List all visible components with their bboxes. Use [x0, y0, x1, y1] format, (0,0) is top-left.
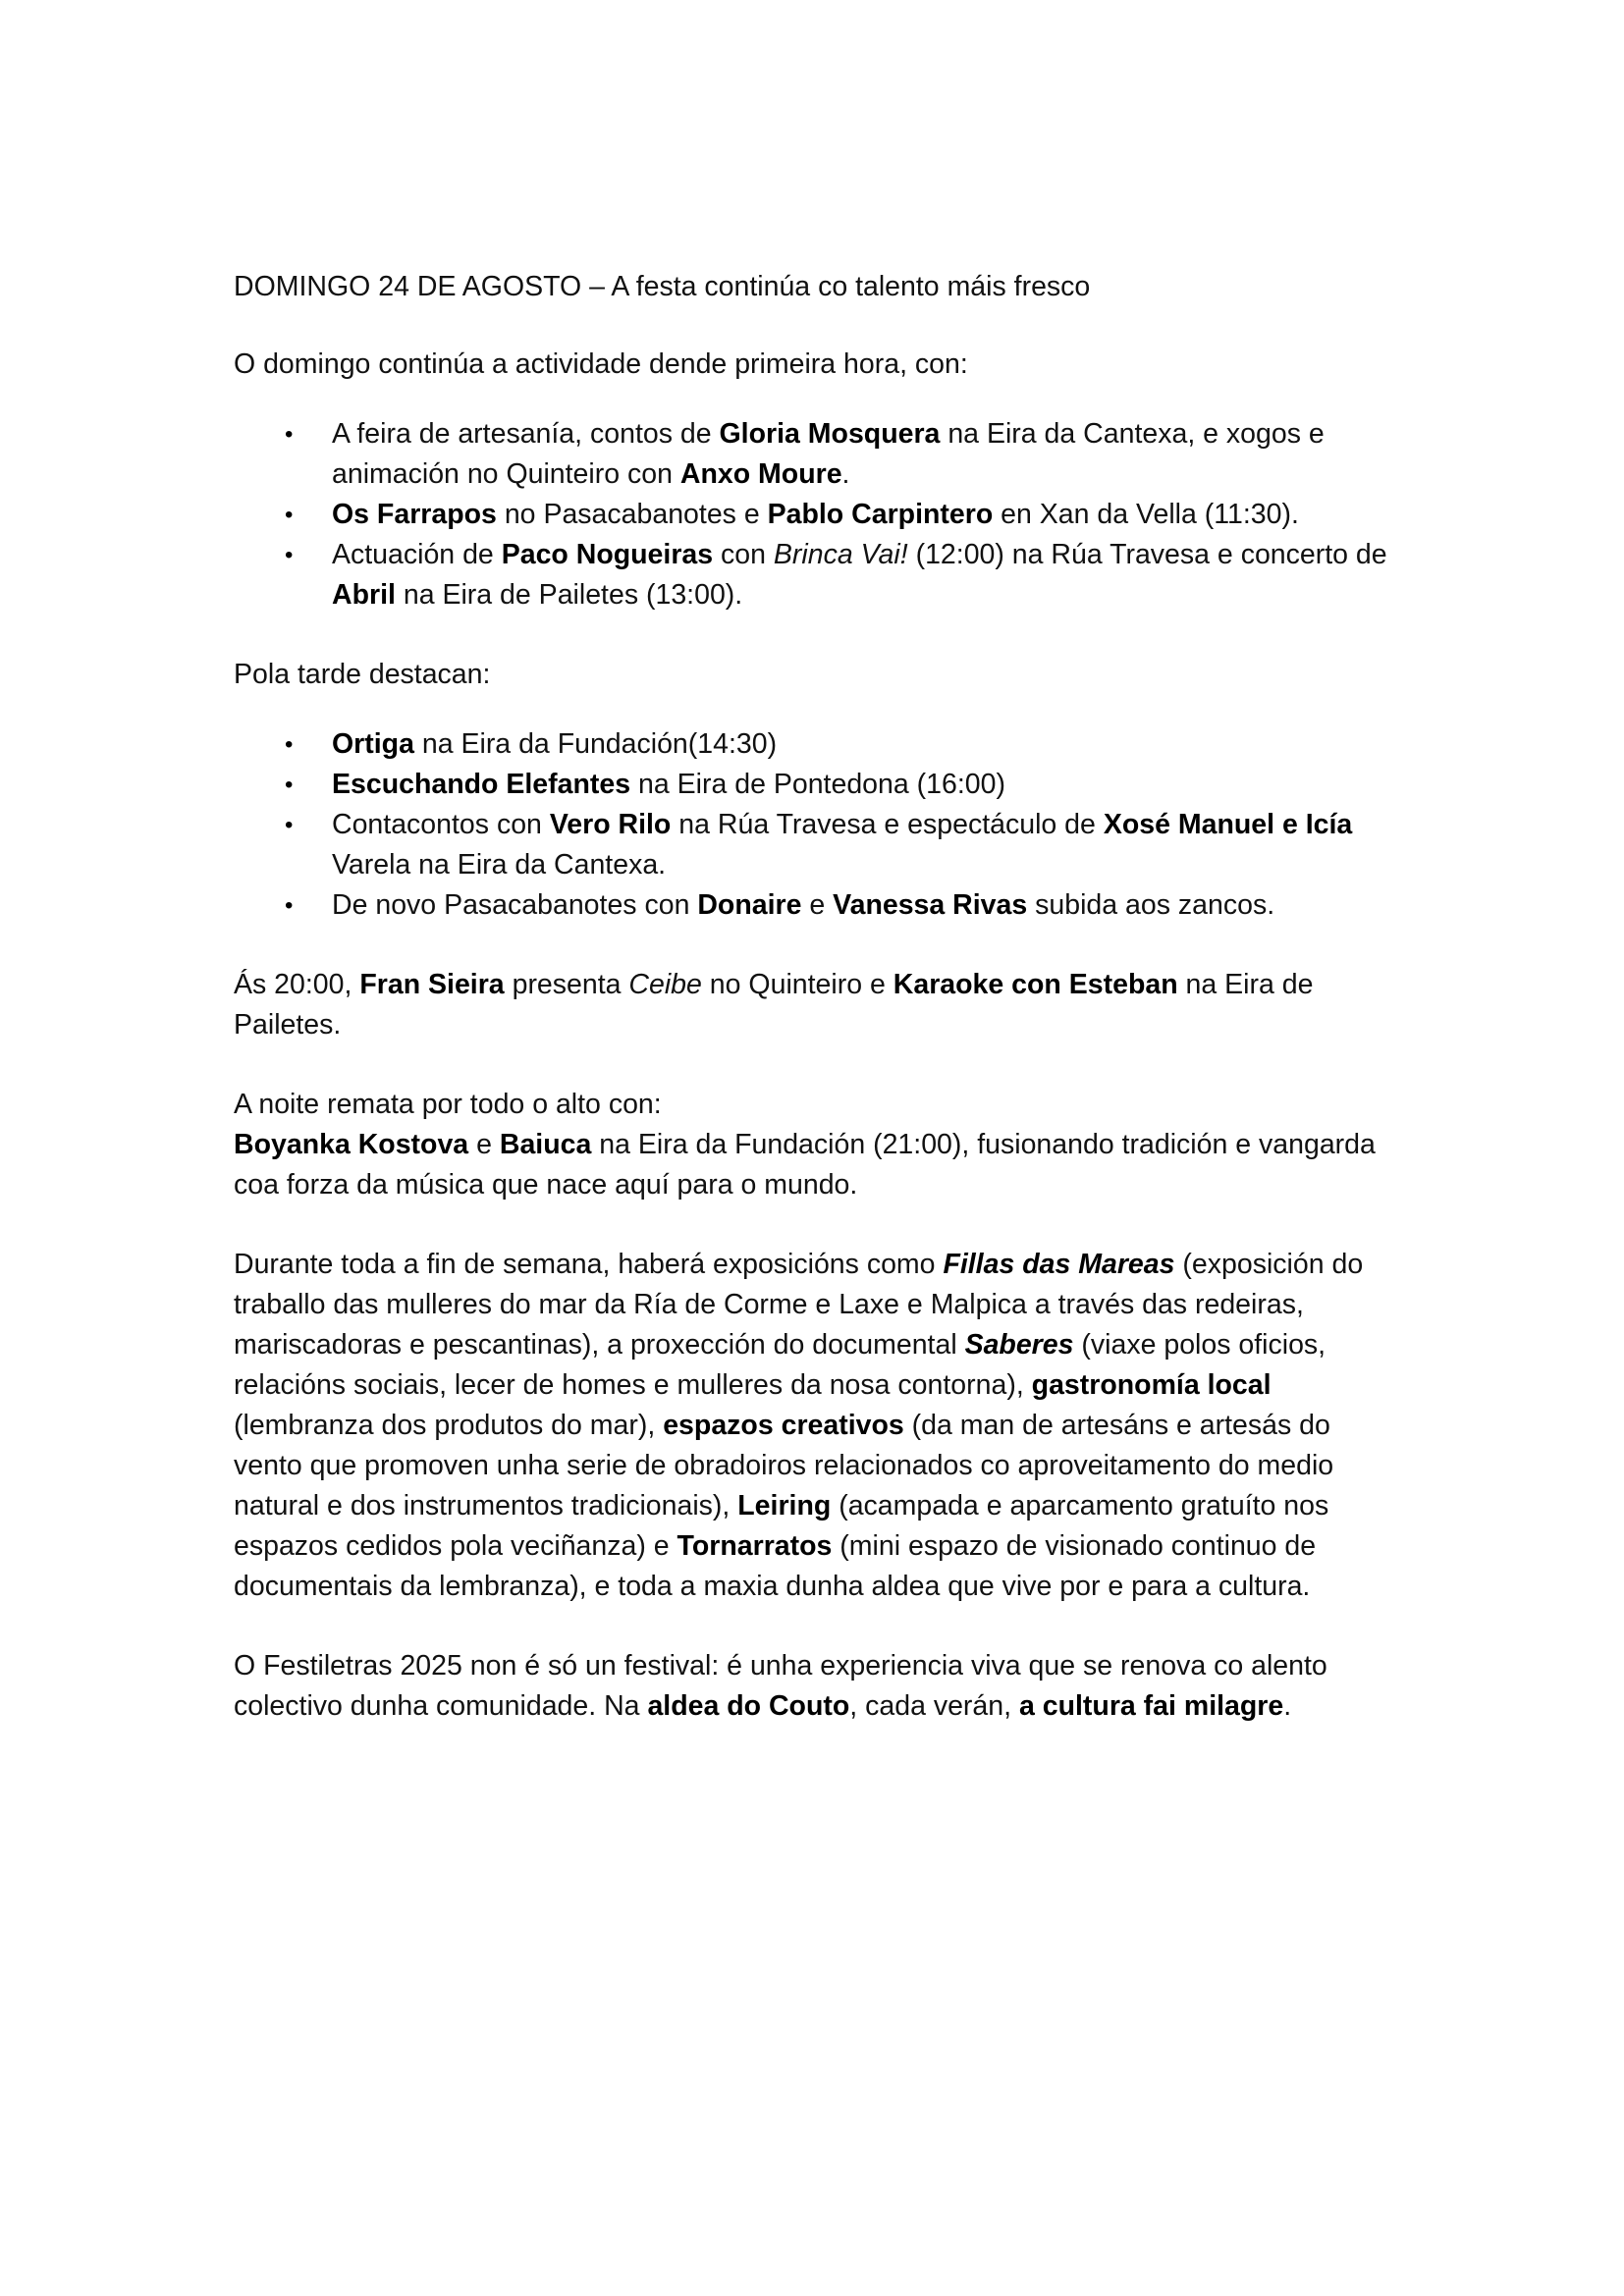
artist-name: Abril	[332, 579, 396, 611]
text: na Eira de Pailetes (13:00).	[395, 579, 743, 611]
text: con	[713, 539, 774, 570]
text: e	[468, 1129, 500, 1160]
artist-name: Vanessa Rivas	[833, 889, 1028, 921]
artist-name: Paco Nogueiras	[501, 539, 714, 570]
highlight: Leiring	[737, 1490, 832, 1522]
artist-name: Fran Sieira	[359, 969, 505, 1000]
exhibition-title: Fillas das Mareas	[943, 1249, 1175, 1280]
show-title: Brinca Vai!	[773, 539, 908, 570]
list-item	[332, 765, 1402, 805]
text: O Festiletras 2025 non é só un festival: é unha experiencia viva que se renova co alento colectivo dunha comunidade. Na	[234, 1650, 1327, 1722]
artist-name: Baiuca	[499, 1129, 592, 1160]
document-page	[234, 267, 1402, 1766]
list-item	[332, 535, 1402, 615]
text: (12:00) na Rúa Travesa e concerto de	[907, 539, 1387, 570]
text: no Pasacabanotes e	[496, 499, 768, 530]
list-item	[332, 495, 1402, 535]
list-item	[332, 414, 1402, 495]
text: presenta	[504, 969, 629, 1000]
text: A noite remata por todo o alto con:	[234, 1089, 662, 1120]
text: Contacontos con	[332, 809, 550, 840]
artist-name: Xosé Manuel e Icía	[1103, 809, 1353, 840]
text: no Quinteiro e	[701, 969, 893, 1000]
show-title: Ceibe	[628, 969, 702, 1000]
text: Varela na Eira da Cantexa.	[332, 849, 667, 881]
highlight: espazos creativos	[663, 1410, 904, 1441]
section-title: DOMINGO 24 DE AGOSTO – A festa continúa co talento máis fresco	[234, 271, 1091, 302]
list-item	[332, 885, 1402, 926]
text: na Eira de Pontedona (16:00)	[630, 769, 1005, 800]
text: A feira de artesanía, contos de	[332, 418, 720, 450]
artist-name: Vero Rilo	[549, 809, 672, 840]
text: Durante toda a fin de semana, haberá exposicións como	[234, 1249, 944, 1280]
text: De novo Pasacabanotes con	[332, 889, 698, 921]
text: na Eira da Cantexa, e xogos e animación no Quinteiro con	[332, 418, 1325, 490]
weekend-paragraph	[234, 1245, 1402, 1607]
text: (exposición do traballo das mulleres do mar da Ría de Corme e Laxe e Malpica a través das redeiras, mariscadoras e pescantinas), a proxección do documental	[234, 1249, 1364, 1361]
highlight: Tornarratos	[677, 1530, 833, 1562]
text: e	[801, 889, 834, 921]
artist-name: Ortiga	[332, 728, 414, 760]
night-paragraph	[234, 1085, 1402, 1205]
artist-name: Escuchando Elefantes	[332, 769, 631, 800]
artist-name: Anxo Moure	[679, 458, 842, 490]
text: (mini espazo de visionado continuo de documentais da lembranza), e toda a maxia dunha aldea que vive por e para a cultura.	[234, 1530, 1317, 1602]
text: na Eira de Pailetes.	[234, 969, 1314, 1041]
artist-name: Pablo Carpintero	[767, 499, 994, 530]
text: na Eira da Fundación(14:30)	[413, 728, 778, 760]
text: na Eira da Fundación (21:00), fusionando tradición e vangarda coa forza da música que nace aquí para o mundo.	[234, 1129, 1376, 1201]
highlight: aldea do Couto	[647, 1690, 850, 1722]
highlight: gastronomía local	[1031, 1369, 1272, 1401]
artist-name: Boyanka Kostova	[234, 1129, 469, 1160]
text: (viaxe polos oficios, relacións sociais, lecer de homes e mulleres da nosa contorna),	[234, 1329, 1326, 1401]
text: .	[1283, 1690, 1292, 1722]
afternoon-intro: Pola tarde destacan:	[234, 659, 491, 690]
list-item	[332, 805, 1402, 885]
text: (lembranza dos produtos do mar),	[234, 1410, 664, 1441]
text: (acampada e aparcamento gratuíto nos espazos cedidos pola veciñanza) e	[234, 1490, 1329, 1562]
text: Ás 20:00,	[234, 969, 360, 1000]
text: , cada verán,	[849, 1690, 1019, 1722]
highlight: a cultura fai milagre	[1018, 1690, 1284, 1722]
text: subida aos zancos.	[1027, 889, 1275, 921]
text: en Xan da Vella (11:30).	[993, 499, 1299, 530]
morning-list	[234, 414, 1402, 615]
text: (da man de artesáns e artesás do vento que promoven unha serie de obradoiros relacionados co aproveitamento do medio natural e dos instrumentos tradicionais),	[234, 1410, 1334, 1522]
artist-name: Donaire	[697, 889, 802, 921]
artist-name: Gloria Mosquera	[719, 418, 941, 450]
intro-paragraph: O domingo continúa a actividade dende primeira hora, con:	[234, 348, 968, 380]
documentary-title: Saberes	[964, 1329, 1074, 1361]
artist-name: Os Farrapos	[332, 499, 497, 530]
event-name: Karaoke con Esteban	[893, 969, 1178, 1000]
closing-paragraph	[234, 1646, 1402, 1727]
afternoon-list	[234, 724, 1402, 926]
text: na Rúa Travesa e espectáculo de	[671, 809, 1104, 840]
text: .	[841, 458, 850, 490]
list-item	[332, 724, 1402, 765]
text: Actuación de	[332, 539, 502, 570]
evening-paragraph	[234, 965, 1402, 1045]
